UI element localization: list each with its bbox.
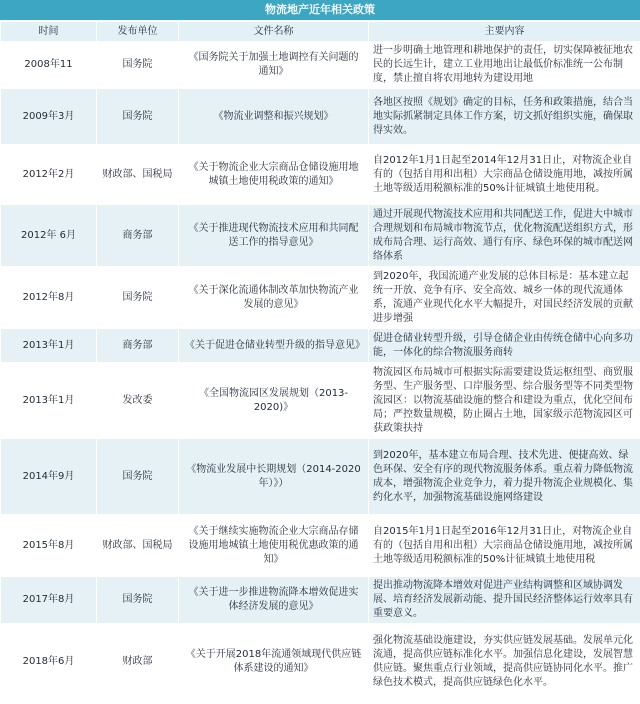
table-row	[1, 267, 640, 329]
cell-org: 财政部	[97, 624, 179, 700]
header-time: 时间	[1, 22, 97, 42]
cell-time: 2014年9月	[1, 439, 97, 515]
cell-content: 通过开展现代物流技术应用和共同配送工作，促进大中城市合理规划和布局城市物流节点，优化物流配送组织方式，形成布局合理、运行高效、通行有序、绿色环保的城市配送网络体系	[369, 205, 640, 267]
cell-doc-name: 《关于进一步推进物流降本增效促进实体经济发展的意见》	[179, 577, 369, 624]
cell-time: 2015年8月	[1, 515, 97, 577]
cell-content: 到2020年，我国流通产业发展的总体目标是：基本建立起统一开放、竞争有序、安全高效、城乡一体的现代流通体系，流通产业现代化水平大幅提升，对国民经济发展的贡献进步增强	[369, 267, 640, 329]
cell-org: 国务院	[97, 42, 179, 89]
cell-org: 国务院	[97, 89, 179, 145]
header-org: 发布单位	[97, 22, 179, 42]
header-name: 文件名称	[179, 22, 369, 42]
cell-time: 2012年 6月	[1, 205, 97, 267]
table-row	[1, 329, 640, 363]
cell-doc-name: 《关于促进仓储业转型升级的指导意见》	[179, 329, 369, 363]
cell-time: 2012年2月	[1, 145, 97, 205]
cell-doc-name: 《关于开展2018年流通领域现代供应链体系建设的通知》	[179, 624, 369, 700]
table-row	[1, 577, 640, 624]
cell-doc-name: 《物流业发展中长期规划（2014-2020年）》）	[179, 439, 369, 515]
cell-doc-name: 《关于推进现代物流技术应用和共同配送工作的指导意见》	[179, 205, 369, 267]
cell-content: 物流园区布局城市可根据实际需要建设货运枢纽型、商贸服务型、生产服务型、口岸服务型、综合服务型等不同类型物流园区：以物流基础设施的整合和建设为重点，优化空间布局；严控数量规模，防止圈占土地，国家级示范物流园区可获政策扶持	[369, 363, 640, 439]
cell-content: 各地区按照《规划》确定的目标，任务和政策措施，结合当地实际抓紧制定具体工作方案，切文抓好组织实施，确保取得实效。	[369, 89, 640, 145]
cell-doc-name: 《全国物流园区发展规划（2013-2020)》	[179, 363, 369, 439]
table-row	[1, 42, 640, 89]
cell-content: 到2020年，基本建立布局合理、技术先进、便捷高效、绿色环保、安全有序的现代物流服务体系。重点着力降低物流成本，增强物流企业竞争力，着力提升物流企业规模化、集约化水平，加强物流基础设施网络建设	[369, 439, 640, 515]
cell-doc-name: 《物流业调整和振兴规划》	[179, 89, 369, 145]
header-content: 主要内容	[369, 22, 640, 42]
cell-org: 发改委	[97, 363, 179, 439]
table-title: 物流地产近年相关政策	[0, 0, 640, 21]
cell-doc-name: 《关于物流企业大宗商品仓储设施用地城镇土地使用税政策的通知》	[179, 145, 369, 205]
cell-org: 国务院	[97, 267, 179, 329]
cell-content: 自2015年1月1日起至2016年12月31日止，对物流企业自有的（包括自用和出租）大宗商品仓储设施用地，减按所属土地等级适用税额标准的50%计征城镇土地使用税	[369, 515, 640, 577]
cell-time: 2017年8月	[1, 577, 97, 624]
table-row	[1, 89, 640, 145]
cell-content: 强化物流基础设施建设，夯实供应链发展基础。发展单元化流通，提高供应链标准化水平。加强信息化建设，发展智慧供应链。聚焦重点行业领域，提高供应链协同化水平。推广绿色技术模式，提高供应链绿色化水平。	[369, 624, 640, 700]
policy-table	[0, 21, 640, 700]
header-row	[1, 22, 640, 42]
table-row	[1, 145, 640, 205]
cell-doc-name: 《关于继续实施物流企业大宗商品存储设施用地城镇土地使用税优惠政策的通知》	[179, 515, 369, 577]
cell-time: 2008年11	[1, 42, 97, 89]
cell-time: 2018年6月	[1, 624, 97, 700]
cell-content: 促进仓储业转型升级，引导仓储企业由传统仓储中心向多功能，一体化的综合物流服务商转	[369, 329, 640, 363]
table-row	[1, 439, 640, 515]
cell-doc-name: 《国务院关于加强土地调控有关问题的通知》	[179, 42, 369, 89]
cell-content: 自2012年1月1日起至2014年12月31日止，对物流企业自有的（包括自用和出租）大宗商品仓储设施用地，减按所属土地等级适用税额标准的50%计征城镇土地使用税。	[369, 145, 640, 205]
cell-org: 财政部、国税局	[97, 515, 179, 577]
cell-content: 进一步明确土地管理和耕地保护的责任，切实保障被征地农民的长远生计，建立工业用地出让最低价标准统一公布制度，禁止擅自将农用地转为建设用地	[369, 42, 640, 89]
cell-org: 财政部、国税局	[97, 145, 179, 205]
cell-time: 2013年1月	[1, 363, 97, 439]
cell-org: 商务部	[97, 205, 179, 267]
table-row	[1, 205, 640, 267]
cell-org: 商务部	[97, 329, 179, 363]
cell-org: 国务院	[97, 439, 179, 515]
cell-doc-name: 《关于深化流通体制改革加快物流产业发展的意见》	[179, 267, 369, 329]
table-row	[1, 624, 640, 700]
cell-content: 提出推动物流降本增效对促进产业结构调整和区域协调发展、培育经济发展新动能、提升国民经济整体运行效率具有重要意义。	[369, 577, 640, 624]
cell-time: 2012年8月	[1, 267, 97, 329]
table-row	[1, 515, 640, 577]
cell-org: 国务院	[97, 577, 179, 624]
cell-time: 2009年3月	[1, 89, 97, 145]
cell-time: 2013年1月	[1, 329, 97, 363]
table-row	[1, 363, 640, 439]
